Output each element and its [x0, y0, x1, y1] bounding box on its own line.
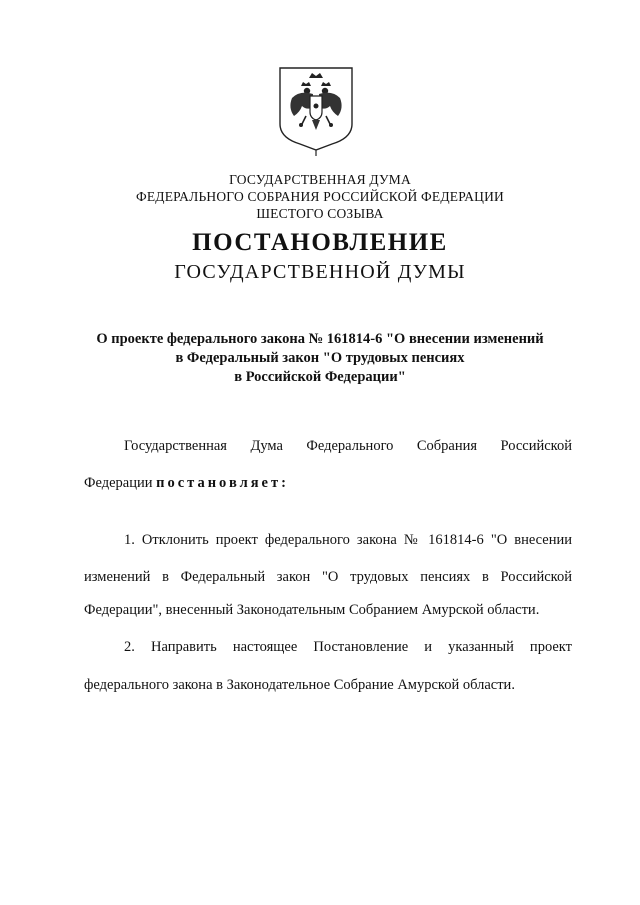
preamble-line-1: Государственная Дума Федерального Собрания Российской: [124, 438, 572, 454]
item-2-line-2: федерального закона в Законодательное Собрание Амурской области.: [84, 677, 515, 693]
preamble-resolves: постановляет:: [156, 475, 289, 491]
header-convocation: ШЕСТОГО СОЗЫВА: [256, 206, 384, 221]
item-1-line-2: изменений в Федеральный закон "О трудовых пенсиях в Российской: [84, 569, 572, 585]
header-federal-assembly: ФЕДЕРАЛЬНОГО СОБРАНИЯ РОССИЙСКОЙ ФЕДЕРАЦИИ: [136, 189, 504, 204]
document-title: ПОСТАНОВЛЕНИЕ: [192, 229, 448, 256]
preamble-prefix: Федерации: [84, 475, 153, 491]
preamble-line-2: [84, 475, 289, 492]
item-1-line-3: Федерации", внесенный Законодательным Собранием Амурской области.: [84, 602, 540, 618]
document-subtitle: ГОСУДАРСТВЕННОЙ ДУМЫ: [174, 261, 466, 283]
item-1-line-1: 1. Отклонить проект федерального закона № 161814-6 "О внесении: [124, 532, 572, 548]
coat-of-arms-emblem: [276, 64, 356, 156]
item-2-line-1: 2. Направить настоящее Постановление и указанный проект: [124, 639, 572, 655]
header-duma: ГОСУДАРСТВЕННАЯ ДУМА: [229, 172, 411, 187]
bill-title-line-3: в Российской Федерации": [234, 369, 406, 385]
bill-title-line-1: О проекте федерального закона № 161814-6 "О внесении изменений: [96, 331, 544, 347]
bill-title-line-2: в Федеральный закон "О трудовых пенсиях: [175, 350, 465, 366]
